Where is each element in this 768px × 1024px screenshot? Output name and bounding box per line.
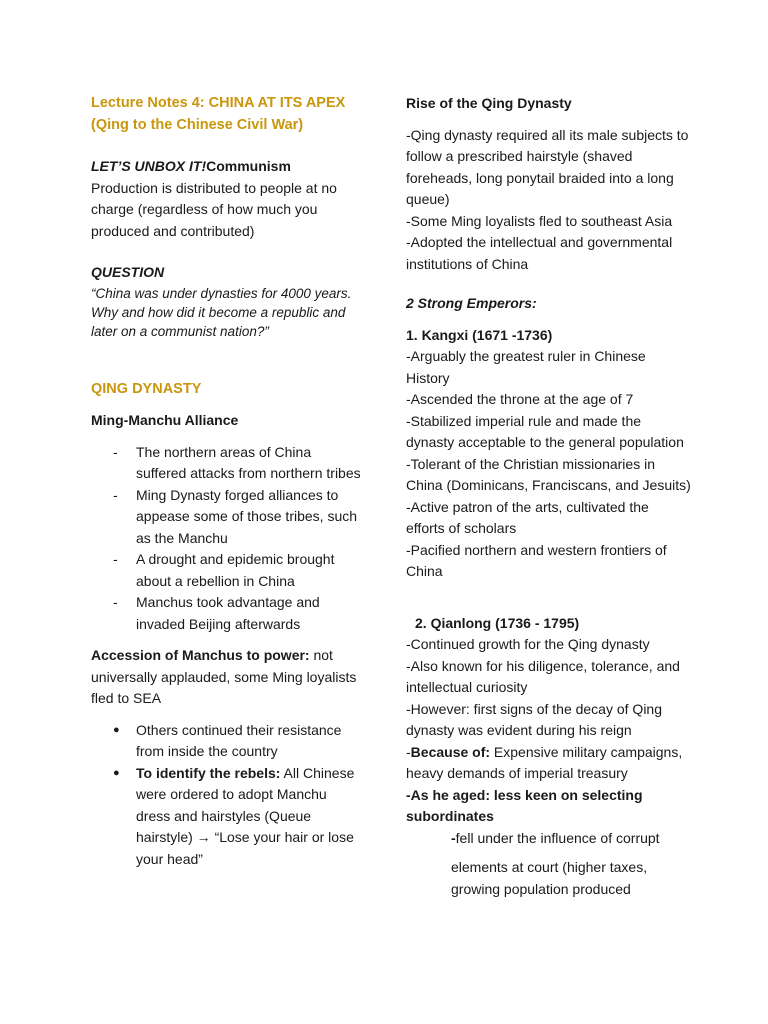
unbox-block — [91, 156, 361, 242]
list-item: -Some Ming loyalists fled to southeast Asia — [406, 212, 673, 229]
list-item: -Arguably the greatest ruler in Chinese History — [406, 348, 646, 386]
alliance-heading: Ming-Manchu Alliance — [91, 412, 239, 428]
because-item — [406, 742, 691, 785]
rise-list — [406, 125, 691, 276]
corrupt-dash: - — [451, 829, 456, 846]
rebels-text: All Chinese were ordered to adopt Manchu dress and hairstyles (Queue hairstyle) → “Lose your hair or lose your head” — [136, 764, 355, 867]
alliance-list — [91, 442, 361, 636]
accession-list — [91, 720, 361, 871]
right-column — [406, 92, 691, 900]
section-heading: QING DYNASTY — [91, 380, 202, 397]
list-item: -Continued growth for the Qing dynasty — [406, 636, 650, 652]
because-prefix: - — [406, 743, 411, 760]
list-item — [91, 763, 361, 871]
kangxi-list — [406, 346, 691, 583]
question-text: “China was under dynasties for 4000 years. Why and how did it become a republic and later on a communist nation?” — [91, 285, 352, 339]
corrupt-continued: elements at court (higher taxes, growing population produced — [451, 859, 648, 897]
because-text: Expensive military campaigns, heavy demands of imperial treasury — [406, 743, 683, 781]
rebels-label: To identify the rebels: — [136, 764, 281, 781]
qianlong-list — [406, 634, 691, 900]
list-item: ● Others continued their resistance from inside the country — [91, 720, 361, 763]
list-item: -Active patron of the arts, cultivated the efforts of scholars — [406, 498, 649, 536]
list-item: - Manchus took advantage and invaded Beijing afterwards — [91, 592, 361, 635]
corrupt-line — [406, 828, 691, 850]
list-item: -Pacified northern and western frontiers of China — [406, 541, 667, 579]
aged-item: -As he aged: less keen on selecting subordinates — [406, 786, 643, 824]
list-item: -Tolerant of the Christian missionaries in China (Dominicans, Franciscans, and Jesuits) — [406, 455, 691, 493]
unbox-definition: Production is distributed to people at no charge (regardless of how much you produced and contributed) — [91, 179, 337, 239]
accession-label: Accession of Manchus to power: — [91, 647, 310, 663]
list-item: -However: first signs of the decay of Qing dynasty was evident during his reign — [406, 700, 662, 738]
because-label: Because of: — [410, 743, 491, 760]
unbox-label: LET’S UNBOX IT! — [91, 158, 207, 174]
unbox-term: Communism — [206, 158, 291, 174]
list-item: - The northern areas of China suffered attacks from northern tribes — [91, 442, 361, 485]
lecture-title: Lecture Notes 4: CHINA AT ITS APEX (Qing to the Chinese Civil War) — [91, 95, 346, 133]
list-item: -Stabilized imperial rule and made the dynasty acceptable to the general population — [406, 412, 684, 450]
kangxi-heading: 1. Kangxi (1671 -1736) — [406, 326, 553, 343]
accession-paragraph — [91, 645, 361, 710]
list-item: -Adopted the intellectual and governmental institutions of China — [406, 234, 673, 272]
list-item: -Also known for his diligence, tolerance, and intellectual curiosity — [406, 657, 680, 695]
emperors-heading: 2 Strong Emperors: — [406, 295, 537, 311]
qianlong-heading: 2. Qianlong (1736 - 1795) — [415, 614, 580, 631]
left-column — [91, 92, 361, 870]
rise-heading: Rise of the Qing Dynasty — [406, 95, 572, 111]
corrupt-text: fell under the influence of corrupt — [455, 829, 660, 846]
list-item: -Qing dynasty required all its male subjects to follow a prescribed hairstyle (shaved foreheads, long ponytail braided into a long queue) — [406, 126, 689, 207]
accession-text: not universally applauded, some Ming loyalists fled to SEA — [91, 647, 357, 706]
list-item: -Ascended the throne at the age of 7 — [406, 391, 634, 407]
question-label: QUESTION — [91, 264, 165, 280]
list-item: - A drought and epidemic brought about a rebellion in China — [91, 549, 361, 592]
list-item: - Ming Dynasty forged alliances to appease some of those tribes, such as the Manchu — [91, 485, 361, 550]
